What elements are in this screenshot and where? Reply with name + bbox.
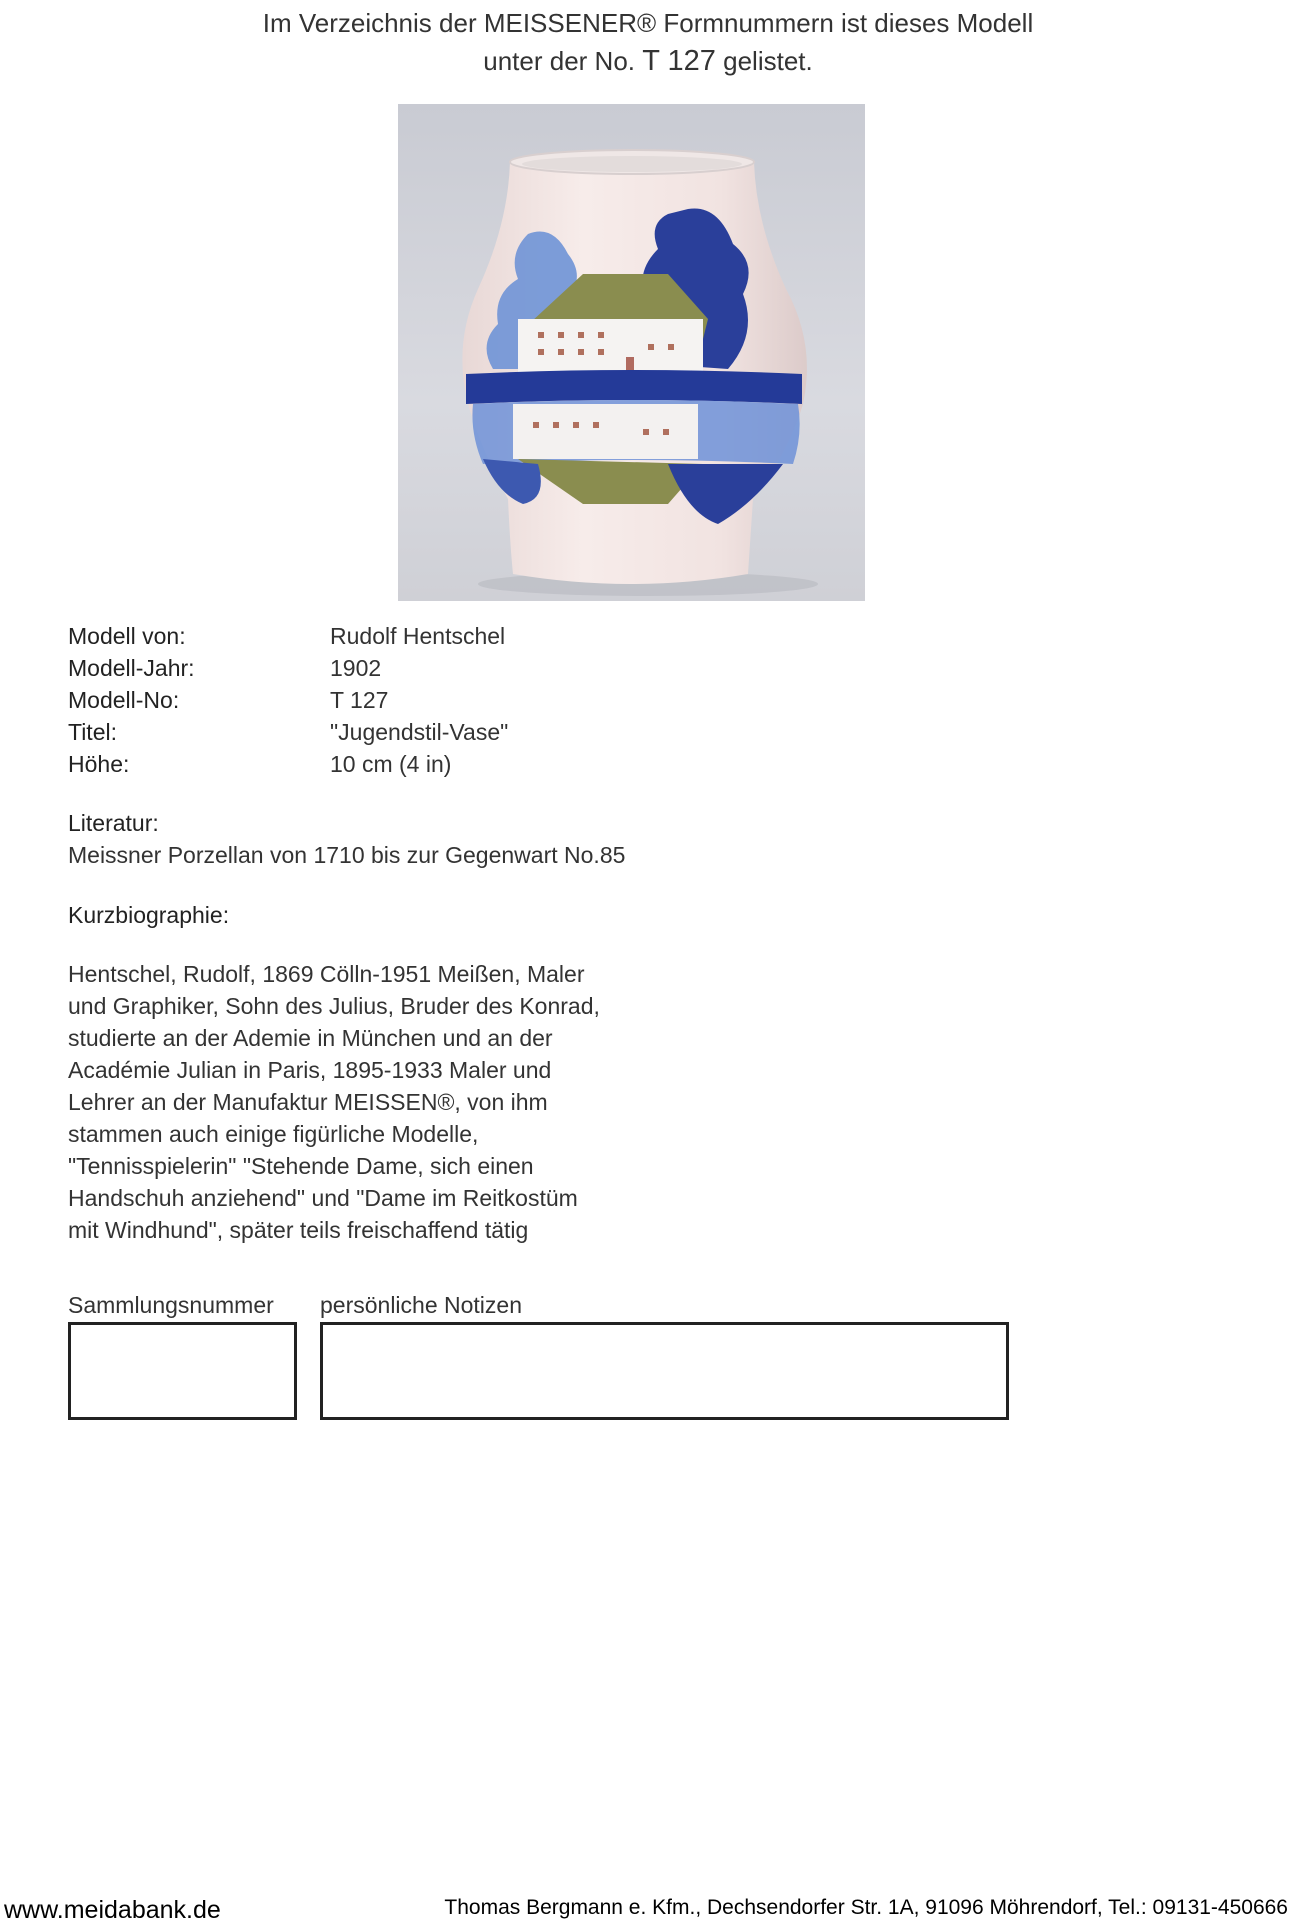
bio-line: Hentschel, Rudolf, 1869 Cölln-1951 Meißen, Maler [68,961,585,987]
sammlungsnummer-field[interactable] [68,1322,297,1420]
bio-line: mit Windhund", später teils freischaffend tätig [68,1217,529,1243]
detail-label: Höhe: [68,751,130,777]
detail-row-titel [68,716,508,748]
literatur-text: Meissner Porzellan von 1710 bis zur Gegenwart No.85 [68,842,626,868]
detail-value: 1902 [330,655,382,681]
model-number-highlight: T 127 [642,45,716,77]
bio-line: studierte an der Ademie in München und an der [68,1025,553,1051]
detail-label: Titel: [68,719,117,745]
notizen-label: persönliche Notizen [320,1292,523,1318]
detail-value: 10 cm (4 in) [330,751,452,777]
bio-line: Handschuh anziehend" und "Dame im Reitkostüm [68,1185,578,1211]
bio-line: "Tennisspielerin" "Stehende Dame, sich einen [68,1153,534,1179]
detail-value: T 127 [330,687,389,713]
contact-info: Thomas Bergmann e. Kfm., Dechsendorfer Str. 1A, 91096 Möhrendorf, Tel.: 09131-450666 [444,1896,1288,1919]
detail-row-modell-no [68,684,508,716]
website-link[interactable]: www.meidabank.de [4,1896,221,1924]
bio-line: Académie Julian in Paris, 1895-1933 Maler und [68,1057,552,1083]
header-line-1: Im Verzeichnis der MEISSENER® Formnummern ist dieses Modell [262,8,1034,38]
detail-row-hoehe [68,748,508,780]
kurzbiographie-text [68,958,628,1246]
vase-illustration [398,104,865,601]
bio-line: und Graphiker, Sohn des Julius, Bruder des Konrad, [68,993,600,1019]
page-header [0,4,1296,80]
detail-label: Modell-Jahr: [68,655,195,681]
notizen-field[interactable] [320,1322,1009,1420]
vase-photo [398,104,865,601]
detail-value: "Jugendstil-Vase" [330,719,509,745]
header-line-2 [0,42,1296,80]
bio-line: Lehrer an der Manufaktur MEISSEN®, von ihm [68,1089,548,1115]
header-prefix: unter der No. [483,46,636,76]
detail-row-modell-jahr [68,652,508,684]
detail-row-modell-von [68,620,508,652]
detail-value: Rudolf Hentschel [330,623,506,649]
sammlungsnummer-label: Sammlungsnummer [68,1292,274,1318]
literatur-label: Literatur: [68,810,159,836]
detail-label: Modell-No: [68,687,180,713]
kurzbiographie-label: Kurzbiographie: [68,902,230,928]
detail-label: Modell von: [68,623,186,649]
model-details [68,620,508,780]
header-suffix: gelistet. [723,46,813,76]
bio-line: stammen auch einige figürliche Modelle, [68,1121,479,1147]
